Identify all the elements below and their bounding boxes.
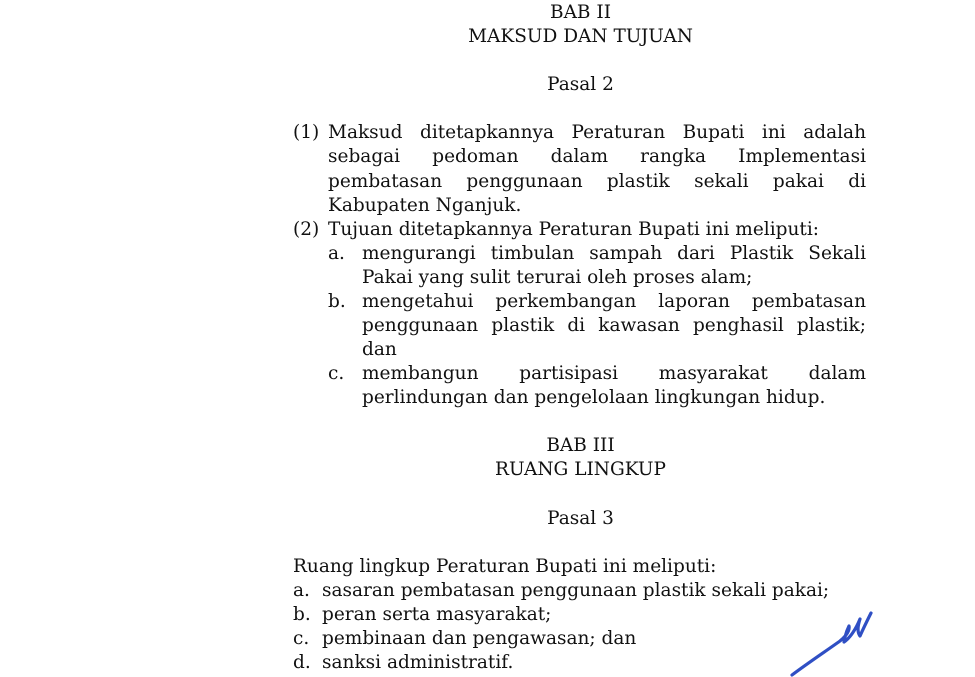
signature-stroke <box>792 613 871 675</box>
ayat-1-line: pembatasan penggunaan plastik sekali pakai di <box>328 171 866 192</box>
ayat-1-line: Maksud ditetapkannya Peraturan Bupati ini adalah <box>328 122 866 143</box>
signature-mark <box>780 605 890 677</box>
ayat-2-intro: Tujuan ditetapkannya Peraturan Bupati ini meliputi: <box>328 219 819 240</box>
pasal-3-item-text: pembinaan dan pengawasan; dan <box>322 628 637 649</box>
ayat-2-number: (2) <box>293 219 320 240</box>
pasal-3-heading: Pasal 3 <box>547 508 614 529</box>
pasal-3-item-letter: d. <box>293 652 311 673</box>
pasal-3-item-text: sanksi administratif. <box>322 652 514 673</box>
pasal-2-heading: Pasal 2 <box>547 74 614 95</box>
ayat-2-item-letter: a. <box>328 243 345 264</box>
bab-iii-title: RUANG LINGKUP <box>495 459 666 480</box>
bab-ii-title: MAKSUD DAN TUJUAN <box>468 26 693 47</box>
ayat-2-item-line: dan <box>362 339 397 360</box>
ayat-2-item-line: mengurangi timbulan sampah dari Plastik Sekali <box>362 243 866 264</box>
ayat-2-item-line: penggunaan plastik di kawasan penghasil plastik; <box>362 315 866 336</box>
pasal-3-item-text: peran serta masyarakat; <box>322 604 552 625</box>
bab-iii-heading: BAB III <box>546 435 615 456</box>
pasal-3-item-text: sasaran pembatasan penggunaan plastik sekali pakai; <box>322 580 830 601</box>
ayat-2-item-letter: b. <box>328 291 346 312</box>
pasal-3-item-letter: b. <box>293 604 311 625</box>
ayat-2-item-letter: c. <box>328 363 345 384</box>
ayat-1-line: sebagai pedoman dalam rangka Implementasi <box>328 146 866 167</box>
bab-ii-heading: BAB II <box>549 2 612 23</box>
pasal-3-item-letter: c. <box>293 628 310 649</box>
ayat-2-item-line: Pakai yang sulit terurai oleh proses alam; <box>362 267 753 288</box>
ayat-2-item-line: membangun partisipasi masyarakat dalam <box>362 363 866 384</box>
ayat-2-item-line: perlindungan dan pengelolaan lingkungan hidup. <box>362 387 826 408</box>
ayat-2-item-line: mengetahui perkembangan laporan pembatasan <box>362 291 866 312</box>
pasal-3-intro: Ruang lingkup Peraturan Bupati ini meliputi: <box>293 556 717 577</box>
ayat-1-line: Kabupaten Nganjuk. <box>328 195 522 216</box>
ayat-1-number: (1) <box>293 122 320 143</box>
pasal-3-item-letter: a. <box>293 580 310 601</box>
